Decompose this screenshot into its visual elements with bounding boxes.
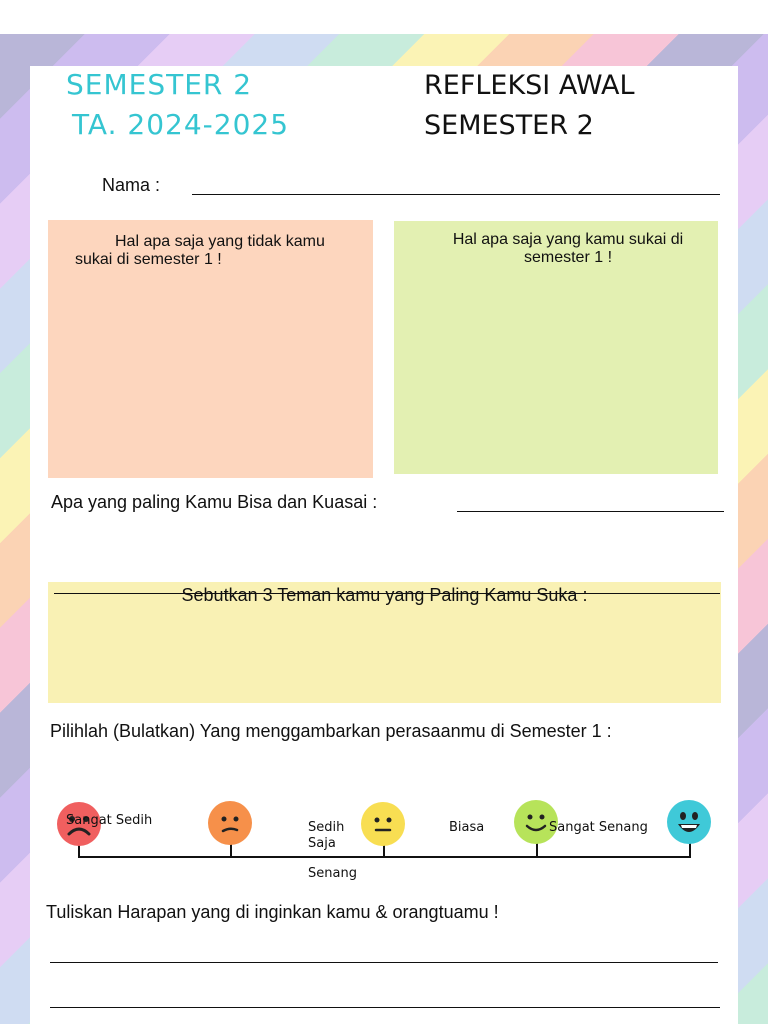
worksheet-title-line2: SEMESTER 2 [424,110,594,141]
feeling-prompt: Pilihlah (Bulatkan) Yang menggambarkan perasaanmu di Semester 1 : [50,721,612,741]
school-year-label: TA. 2024-2025 [72,108,290,141]
hope-answer-line-2[interactable] [50,1007,720,1008]
skills-prompt: Apa yang paling Kamu Bisa dan Kuasai : [51,492,378,512]
neutral-face-icon[interactable] [361,802,405,846]
label-neutral: Biasa [449,820,485,835]
very-happy-face-icon[interactable] [667,800,711,844]
friends-strike-line [54,593,720,594]
name-label: Nama : [102,175,161,195]
hope-prompt: Tuliskan Harapan yang di inginkan kamu & orangtuamu ! [46,902,499,922]
label-sad: Sedih Saja [308,820,345,851]
name-answer-line[interactable] [192,194,720,195]
semester-label: SEMESTER 2 [66,68,253,101]
skills-answer-line[interactable] [457,511,724,512]
label-very-sad: Sangat Sedih [66,813,153,828]
hope-answer-line-1[interactable] [50,962,718,963]
label-very-happy: Sangat Senang [549,820,648,835]
worksheet-sheet [30,66,738,1024]
dislike-prompt: Hal apa saja yang tidak kamu sukai di semester 1 ! [75,233,325,268]
label-happy: Senang [308,866,357,881]
sad-face-icon[interactable] [208,801,252,845]
like-prompt: Hal apa saja yang kamu sukai di semester 1 ! [452,231,684,266]
friends-prompt: Sebutkan 3 Teman kamu yang Paling Kamu Suka : [181,585,588,605]
worksheet-title-line1: REFLEKSI AWAL [424,70,635,101]
